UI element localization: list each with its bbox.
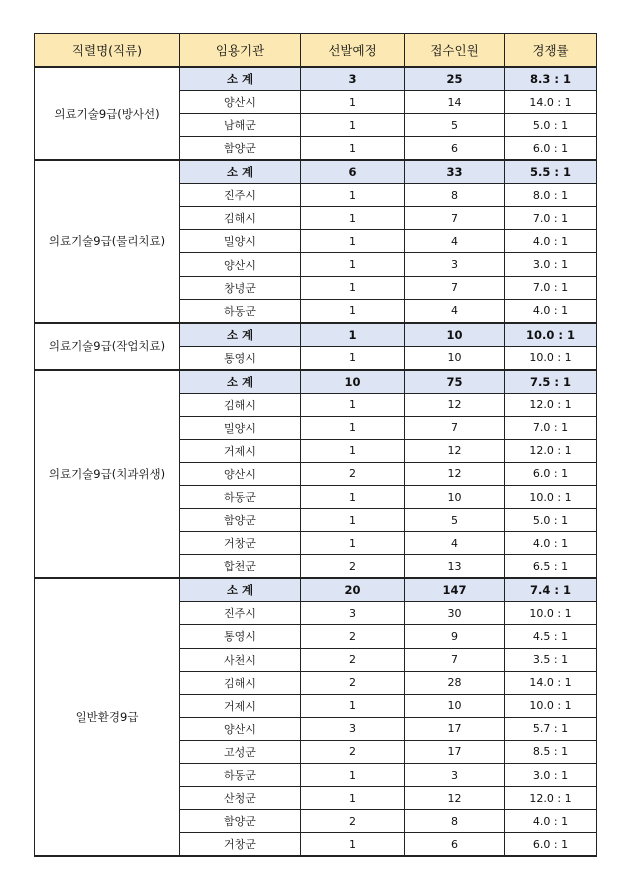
table-body — [35, 67, 597, 856]
applicants-cell: 9 — [405, 625, 505, 648]
applicants-cell: 7 — [405, 648, 505, 671]
ratio-cell: 14.0 : 1 — [505, 671, 597, 694]
planned-cell: 1 — [301, 393, 405, 416]
applicants-cell: 10 — [405, 346, 505, 370]
agency-cell: 통영시 — [180, 625, 301, 648]
ratio-cell: 5.7 : 1 — [505, 717, 597, 740]
table-header — [35, 34, 597, 68]
ratio-cell: 4.0 : 1 — [505, 810, 597, 833]
planned-cell: 3 — [301, 602, 405, 625]
agency-cell: 소 계 — [180, 370, 301, 394]
agency-cell: 남해군 — [180, 114, 301, 137]
agency-cell: 소 계 — [180, 578, 301, 602]
ratio-cell: 10.0 : 1 — [505, 346, 597, 370]
planned-cell: 1 — [301, 114, 405, 137]
applicants-cell: 12 — [405, 462, 505, 485]
applicants-cell: 30 — [405, 602, 505, 625]
applicants-cell: 4 — [405, 230, 505, 253]
applicants-cell: 8 — [405, 184, 505, 207]
agency-cell: 양산시 — [180, 462, 301, 485]
planned-cell: 1 — [301, 346, 405, 370]
planned-cell: 1 — [301, 276, 405, 299]
applicants-cell: 4 — [405, 299, 505, 323]
applicants-cell: 10 — [405, 486, 505, 509]
applicants-cell: 6 — [405, 833, 505, 857]
applicants-cell: 3 — [405, 253, 505, 276]
applicants-cell: 17 — [405, 717, 505, 740]
header-planned: 선발예정 — [301, 34, 405, 68]
planned-cell: 1 — [301, 230, 405, 253]
agency-cell: 하동군 — [180, 763, 301, 786]
applicants-cell: 75 — [405, 370, 505, 394]
applicants-cell: 7 — [405, 207, 505, 230]
applicants-cell: 25 — [405, 67, 505, 91]
category-cell: 의료기술9급(방사선) — [35, 67, 180, 160]
applicants-cell: 147 — [405, 578, 505, 602]
planned-cell: 2 — [301, 555, 405, 579]
agency-cell: 밀양시 — [180, 416, 301, 439]
planned-cell: 2 — [301, 625, 405, 648]
ratio-cell: 8.3 : 1 — [505, 67, 597, 91]
header-ratio: 경쟁률 — [505, 34, 597, 68]
agency-cell: 김해시 — [180, 393, 301, 416]
planned-cell: 1 — [301, 184, 405, 207]
planned-cell: 20 — [301, 578, 405, 602]
applicants-cell: 12 — [405, 787, 505, 810]
ratio-cell: 6.0 : 1 — [505, 137, 597, 161]
planned-cell: 2 — [301, 462, 405, 485]
agency-cell: 산청군 — [180, 787, 301, 810]
applicants-cell: 10 — [405, 694, 505, 717]
planned-cell: 1 — [301, 486, 405, 509]
subtotal-row — [35, 160, 597, 184]
applicants-cell: 10 — [405, 323, 505, 347]
category-cell: 의료기술9급(치과위생) — [35, 370, 180, 579]
subtotal-row — [35, 67, 597, 91]
ratio-cell: 3.5 : 1 — [505, 648, 597, 671]
ratio-cell: 5.0 : 1 — [505, 509, 597, 532]
planned-cell: 3 — [301, 67, 405, 91]
ratio-cell: 5.5 : 1 — [505, 160, 597, 184]
subtotal-row — [35, 578, 597, 602]
agency-cell: 고성군 — [180, 740, 301, 763]
competition-rate-table — [34, 33, 597, 857]
ratio-cell: 4.0 : 1 — [505, 299, 597, 323]
planned-cell: 1 — [301, 532, 405, 555]
agency-cell: 하동군 — [180, 299, 301, 323]
ratio-cell: 5.0 : 1 — [505, 114, 597, 137]
agency-cell: 함양군 — [180, 137, 301, 161]
planned-cell: 1 — [301, 207, 405, 230]
agency-cell: 합천군 — [180, 555, 301, 579]
agency-cell: 밀양시 — [180, 230, 301, 253]
ratio-cell: 10.0 : 1 — [505, 323, 597, 347]
applicants-cell: 5 — [405, 114, 505, 137]
planned-cell: 1 — [301, 323, 405, 347]
planned-cell: 2 — [301, 648, 405, 671]
agency-cell: 함양군 — [180, 810, 301, 833]
ratio-cell: 3.0 : 1 — [505, 763, 597, 786]
agency-cell: 진주시 — [180, 184, 301, 207]
planned-cell: 1 — [301, 694, 405, 717]
applicants-cell: 12 — [405, 393, 505, 416]
ratio-cell: 7.0 : 1 — [505, 416, 597, 439]
planned-cell: 3 — [301, 717, 405, 740]
planned-cell: 1 — [301, 416, 405, 439]
planned-cell: 1 — [301, 509, 405, 532]
ratio-cell: 7.0 : 1 — [505, 207, 597, 230]
applicants-cell: 5 — [405, 509, 505, 532]
agency-cell: 양산시 — [180, 91, 301, 114]
agency-cell: 진주시 — [180, 602, 301, 625]
agency-cell: 김해시 — [180, 207, 301, 230]
applicants-cell: 7 — [405, 276, 505, 299]
ratio-cell: 10.0 : 1 — [505, 694, 597, 717]
agency-cell: 거제시 — [180, 439, 301, 462]
planned-cell: 1 — [301, 787, 405, 810]
applicants-cell: 17 — [405, 740, 505, 763]
planned-cell: 1 — [301, 253, 405, 276]
subtotal-row — [35, 323, 597, 347]
planned-cell: 2 — [301, 671, 405, 694]
applicants-cell: 28 — [405, 671, 505, 694]
ratio-cell: 6.5 : 1 — [505, 555, 597, 579]
category-cell: 의료기술9급(물리치료) — [35, 160, 180, 322]
applicants-cell: 8 — [405, 810, 505, 833]
planned-cell: 2 — [301, 740, 405, 763]
ratio-cell: 4.5 : 1 — [505, 625, 597, 648]
header-agency: 임용기관 — [180, 34, 301, 68]
agency-cell: 하동군 — [180, 486, 301, 509]
applicants-cell: 12 — [405, 439, 505, 462]
applicants-cell: 7 — [405, 416, 505, 439]
applicants-cell: 4 — [405, 532, 505, 555]
ratio-cell: 10.0 : 1 — [505, 602, 597, 625]
ratio-cell: 4.0 : 1 — [505, 532, 597, 555]
subtotal-row — [35, 370, 597, 394]
agency-cell: 함양군 — [180, 509, 301, 532]
ratio-cell: 6.0 : 1 — [505, 833, 597, 857]
planned-cell: 1 — [301, 299, 405, 323]
agency-cell: 사천시 — [180, 648, 301, 671]
planned-cell: 1 — [301, 763, 405, 786]
agency-cell: 소 계 — [180, 323, 301, 347]
ratio-cell: 12.0 : 1 — [505, 393, 597, 416]
ratio-cell: 3.0 : 1 — [505, 253, 597, 276]
category-cell: 일반환경9급 — [35, 578, 180, 856]
ratio-cell: 7.5 : 1 — [505, 370, 597, 394]
agency-cell: 거창군 — [180, 532, 301, 555]
category-cell: 의료기술9급(작업치료) — [35, 323, 180, 370]
agency-cell: 거제시 — [180, 694, 301, 717]
planned-cell: 1 — [301, 439, 405, 462]
agency-cell: 통영시 — [180, 346, 301, 370]
header-job-series: 직렬명(직류) — [35, 34, 180, 68]
ratio-cell: 8.0 : 1 — [505, 184, 597, 207]
applicants-cell: 14 — [405, 91, 505, 114]
ratio-cell: 14.0 : 1 — [505, 91, 597, 114]
header-row — [35, 34, 597, 68]
agency-cell: 소 계 — [180, 67, 301, 91]
ratio-cell: 10.0 : 1 — [505, 486, 597, 509]
planned-cell: 1 — [301, 833, 405, 857]
ratio-cell: 4.0 : 1 — [505, 230, 597, 253]
agency-cell: 김해시 — [180, 671, 301, 694]
applicants-cell: 3 — [405, 763, 505, 786]
agency-cell: 창녕군 — [180, 276, 301, 299]
planned-cell: 1 — [301, 91, 405, 114]
planned-cell: 10 — [301, 370, 405, 394]
ratio-cell: 12.0 : 1 — [505, 787, 597, 810]
planned-cell: 1 — [301, 137, 405, 161]
planned-cell: 2 — [301, 810, 405, 833]
agency-cell: 소 계 — [180, 160, 301, 184]
applicants-cell: 13 — [405, 555, 505, 579]
planned-cell: 6 — [301, 160, 405, 184]
ratio-cell: 7.0 : 1 — [505, 276, 597, 299]
applicants-cell: 33 — [405, 160, 505, 184]
ratio-cell: 7.4 : 1 — [505, 578, 597, 602]
agency-cell: 양산시 — [180, 253, 301, 276]
header-applicants: 접수인원 — [405, 34, 505, 68]
agency-cell: 거창군 — [180, 833, 301, 857]
ratio-cell: 12.0 : 1 — [505, 439, 597, 462]
applicants-cell: 6 — [405, 137, 505, 161]
ratio-cell: 6.0 : 1 — [505, 462, 597, 485]
agency-cell: 양산시 — [180, 717, 301, 740]
ratio-cell: 8.5 : 1 — [505, 740, 597, 763]
